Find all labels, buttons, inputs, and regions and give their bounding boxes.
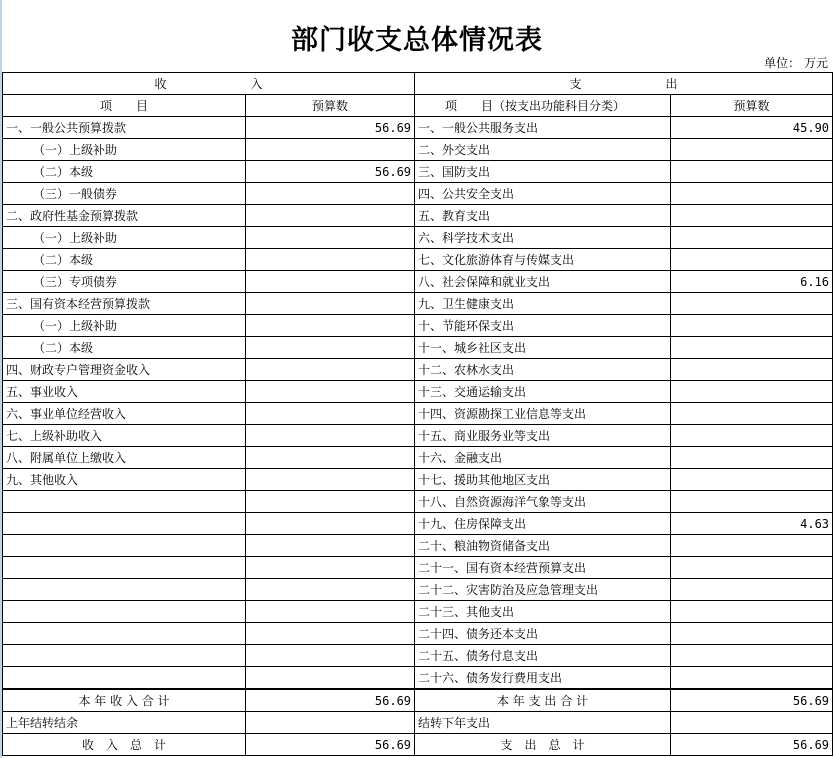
expense-item[interactable]: 十二、农林水支出 bbox=[415, 359, 671, 381]
expense-value[interactable]: 4.63 bbox=[671, 513, 833, 535]
income-value[interactable] bbox=[246, 645, 415, 667]
expense-item[interactable]: 二十、粮油物资储备支出 bbox=[415, 535, 671, 557]
table-row bbox=[3, 557, 833, 579]
expense-value[interactable] bbox=[671, 469, 833, 491]
income-item[interactable] bbox=[3, 667, 246, 690]
page-title: 部门收支总体情况表 bbox=[291, 25, 543, 56]
expense-item[interactable]: 十五、商业服务业等支出 bbox=[415, 425, 671, 447]
total-row bbox=[3, 689, 833, 712]
expense-value[interactable] bbox=[671, 712, 833, 734]
income-value[interactable] bbox=[246, 601, 415, 623]
income-item[interactable]: 本 年 收 入 合 计 bbox=[3, 689, 246, 712]
table-row bbox=[3, 381, 833, 403]
expense-value[interactable] bbox=[671, 337, 833, 359]
income-item[interactable]: 一、一般公共预算拨款 bbox=[3, 117, 246, 139]
expense-item[interactable]: 二、外交支出 bbox=[415, 139, 671, 161]
income-value[interactable] bbox=[246, 447, 415, 469]
income-value[interactable] bbox=[246, 205, 415, 227]
expense-item[interactable]: 二十五、债务付息支出 bbox=[415, 645, 671, 667]
table-row bbox=[3, 293, 833, 315]
income-value[interactable] bbox=[246, 271, 415, 293]
expense-item[interactable]: 一、一般公共服务支出 bbox=[415, 117, 671, 139]
header-row-1 bbox=[3, 73, 833, 95]
income-value[interactable] bbox=[246, 557, 415, 579]
income-value[interactable] bbox=[246, 293, 415, 315]
table-row bbox=[3, 249, 833, 271]
income-value[interactable]: 56.69 bbox=[246, 734, 415, 756]
table-row bbox=[3, 645, 833, 667]
expense-item[interactable]: 二十二、灾害防治及应急管理支出 bbox=[415, 579, 671, 601]
income-item[interactable]: 二、政府性基金预算拨款 bbox=[3, 205, 246, 227]
expense-item[interactable]: 结转下年支出 bbox=[415, 712, 671, 734]
expense-item[interactable]: 十四、资源勘探工业信息等支出 bbox=[415, 403, 671, 425]
expense-value[interactable] bbox=[671, 491, 833, 513]
expense-value[interactable] bbox=[671, 359, 833, 381]
expense-item[interactable]: 二十一、国有资本经营预算支出 bbox=[415, 557, 671, 579]
income-item[interactable] bbox=[3, 645, 246, 667]
table-row bbox=[3, 205, 833, 227]
expense-value[interactable] bbox=[671, 535, 833, 557]
income-value[interactable] bbox=[246, 249, 415, 271]
expense-item[interactable]: 二十四、债务还本支出 bbox=[415, 623, 671, 645]
income-item[interactable]: 五、事业收入 bbox=[3, 381, 246, 403]
expense-item[interactable]: 二十六、债务发行费用支出 bbox=[415, 667, 671, 690]
expense-value[interactable] bbox=[671, 447, 833, 469]
income-item[interactable]: （二）本级 bbox=[3, 337, 246, 359]
income-item[interactable]: 八、附属单位上缴收入 bbox=[3, 447, 246, 469]
expense-value[interactable]: 6.16 bbox=[671, 271, 833, 293]
budget-table bbox=[2, 72, 833, 756]
expense-item[interactable]: 六、科学技术支出 bbox=[415, 227, 671, 249]
income-value[interactable] bbox=[246, 315, 415, 337]
expense-value[interactable] bbox=[671, 293, 833, 315]
table-row bbox=[3, 535, 833, 557]
table-row bbox=[3, 403, 833, 425]
expense-value[interactable] bbox=[671, 249, 833, 271]
income-item[interactable]: 三、国有资本经营预算拨款 bbox=[3, 293, 246, 315]
income-value[interactable] bbox=[246, 425, 415, 447]
income-item[interactable] bbox=[3, 491, 246, 513]
table-row bbox=[3, 667, 833, 690]
income-value[interactable] bbox=[246, 403, 415, 425]
income-value[interactable] bbox=[246, 535, 415, 557]
income-item[interactable] bbox=[3, 557, 246, 579]
income-item[interactable]: 四、财政专户管理资金收入 bbox=[3, 359, 246, 381]
table-row bbox=[3, 227, 833, 249]
income-value[interactable]: 56.69 bbox=[246, 161, 415, 183]
income-item[interactable]: （三）一般债券 bbox=[3, 183, 246, 205]
table-row bbox=[3, 447, 833, 469]
income-value[interactable] bbox=[246, 667, 415, 690]
income-value[interactable] bbox=[246, 337, 415, 359]
unit-label: 单位： 万元 bbox=[764, 56, 828, 70]
expense-item[interactable]: 五、教育支出 bbox=[415, 205, 671, 227]
expense-value[interactable] bbox=[671, 403, 833, 425]
table-row bbox=[3, 359, 833, 381]
income-header: 收 入 bbox=[3, 73, 415, 95]
income-item-header: 项 目 bbox=[3, 95, 246, 117]
expense-item[interactable]: 本 年 支 出 合 计 bbox=[415, 689, 671, 712]
expense-item[interactable]: 三、国防支出 bbox=[415, 161, 671, 183]
expense-item-header: 项 目（按支出功能科目分类） bbox=[415, 95, 671, 117]
income-item[interactable]: （二）本级 bbox=[3, 161, 246, 183]
expense-item[interactable]: 十七、援助其他地区支出 bbox=[415, 469, 671, 491]
expense-item[interactable]: 八、社会保障和就业支出 bbox=[415, 271, 671, 293]
expense-item[interactable]: 支 出 总 计 bbox=[415, 734, 671, 756]
income-value[interactable]: 56.69 bbox=[246, 117, 415, 139]
table-row bbox=[3, 425, 833, 447]
table-row bbox=[3, 117, 833, 139]
expense-budget-header: 预算数 bbox=[671, 95, 833, 117]
total-row bbox=[3, 712, 833, 734]
expense-value[interactable] bbox=[671, 601, 833, 623]
income-value[interactable] bbox=[246, 513, 415, 535]
table-row bbox=[3, 161, 833, 183]
income-item[interactable] bbox=[3, 623, 246, 645]
expense-value[interactable] bbox=[671, 623, 833, 645]
income-item[interactable]: （三）专项债券 bbox=[3, 271, 246, 293]
income-item[interactable] bbox=[3, 579, 246, 601]
expense-value[interactable] bbox=[671, 557, 833, 579]
expense-value[interactable]: 56.69 bbox=[671, 689, 833, 712]
income-value[interactable] bbox=[246, 623, 415, 645]
table-row bbox=[3, 491, 833, 513]
expense-value[interactable] bbox=[671, 315, 833, 337]
table-row bbox=[3, 183, 833, 205]
income-value[interactable] bbox=[246, 139, 415, 161]
income-budget-header: 预算数 bbox=[246, 95, 415, 117]
income-value[interactable] bbox=[246, 469, 415, 491]
header-row-2 bbox=[3, 95, 833, 117]
income-value[interactable]: 56.69 bbox=[246, 689, 415, 712]
table-row bbox=[3, 513, 833, 535]
expense-value[interactable] bbox=[671, 161, 833, 183]
total-row bbox=[3, 734, 833, 756]
expense-item[interactable]: 十九、住房保障支出 bbox=[415, 513, 671, 535]
expense-item[interactable]: 四、公共安全支出 bbox=[415, 183, 671, 205]
income-item[interactable]: 上年结转结余 bbox=[3, 712, 246, 734]
income-item[interactable]: 收 入 总 计 bbox=[3, 734, 246, 756]
income-item[interactable] bbox=[3, 513, 246, 535]
income-value[interactable] bbox=[246, 359, 415, 381]
expense-header: 支 出 bbox=[415, 73, 833, 95]
income-item[interactable]: （一）上级补助 bbox=[3, 315, 246, 337]
income-item[interactable]: （一）上级补助 bbox=[3, 139, 246, 161]
expense-item[interactable]: 七、文化旅游体育与传媒支出 bbox=[415, 249, 671, 271]
income-value[interactable] bbox=[246, 381, 415, 403]
expense-value[interactable] bbox=[671, 579, 833, 601]
income-value[interactable] bbox=[246, 183, 415, 205]
expense-value[interactable] bbox=[671, 139, 833, 161]
income-value[interactable] bbox=[246, 579, 415, 601]
expense-value[interactable] bbox=[671, 183, 833, 205]
income-item[interactable] bbox=[3, 601, 246, 623]
expense-value[interactable] bbox=[671, 227, 833, 249]
expense-value[interactable]: 45.90 bbox=[671, 117, 833, 139]
table-row bbox=[3, 623, 833, 645]
expense-value[interactable]: 56.69 bbox=[671, 734, 833, 756]
table-row bbox=[3, 139, 833, 161]
income-value[interactable] bbox=[246, 491, 415, 513]
expense-item[interactable]: 十八、自然资源海洋气象等支出 bbox=[415, 491, 671, 513]
table-row bbox=[3, 579, 833, 601]
income-value[interactable] bbox=[246, 227, 415, 249]
income-item[interactable]: 九、其他收入 bbox=[3, 469, 246, 491]
table-row bbox=[3, 601, 833, 623]
income-item[interactable] bbox=[3, 535, 246, 557]
table-row bbox=[3, 271, 833, 293]
expense-value[interactable] bbox=[671, 645, 833, 667]
expense-value[interactable] bbox=[671, 205, 833, 227]
expense-item[interactable]: 十三、交通运输支出 bbox=[415, 381, 671, 403]
expense-value[interactable] bbox=[671, 425, 833, 447]
expense-item[interactable]: 十、节能环保支出 bbox=[415, 315, 671, 337]
income-item[interactable]: 六、事业单位经营收入 bbox=[3, 403, 246, 425]
income-item[interactable]: （二）本级 bbox=[3, 249, 246, 271]
expense-item[interactable]: 九、卫生健康支出 bbox=[415, 293, 671, 315]
income-value[interactable] bbox=[246, 712, 415, 734]
income-item[interactable]: 七、上级补助收入 bbox=[3, 425, 246, 447]
expense-value[interactable] bbox=[671, 667, 833, 690]
income-item[interactable]: （一）上级补助 bbox=[3, 227, 246, 249]
table-row bbox=[3, 469, 833, 491]
expense-item[interactable]: 二十三、其他支出 bbox=[415, 601, 671, 623]
expense-value[interactable] bbox=[671, 381, 833, 403]
table-row bbox=[3, 337, 833, 359]
expense-item[interactable]: 十六、金融支出 bbox=[415, 447, 671, 469]
table-row bbox=[3, 315, 833, 337]
expense-item[interactable]: 十一、城乡社区支出 bbox=[415, 337, 671, 359]
